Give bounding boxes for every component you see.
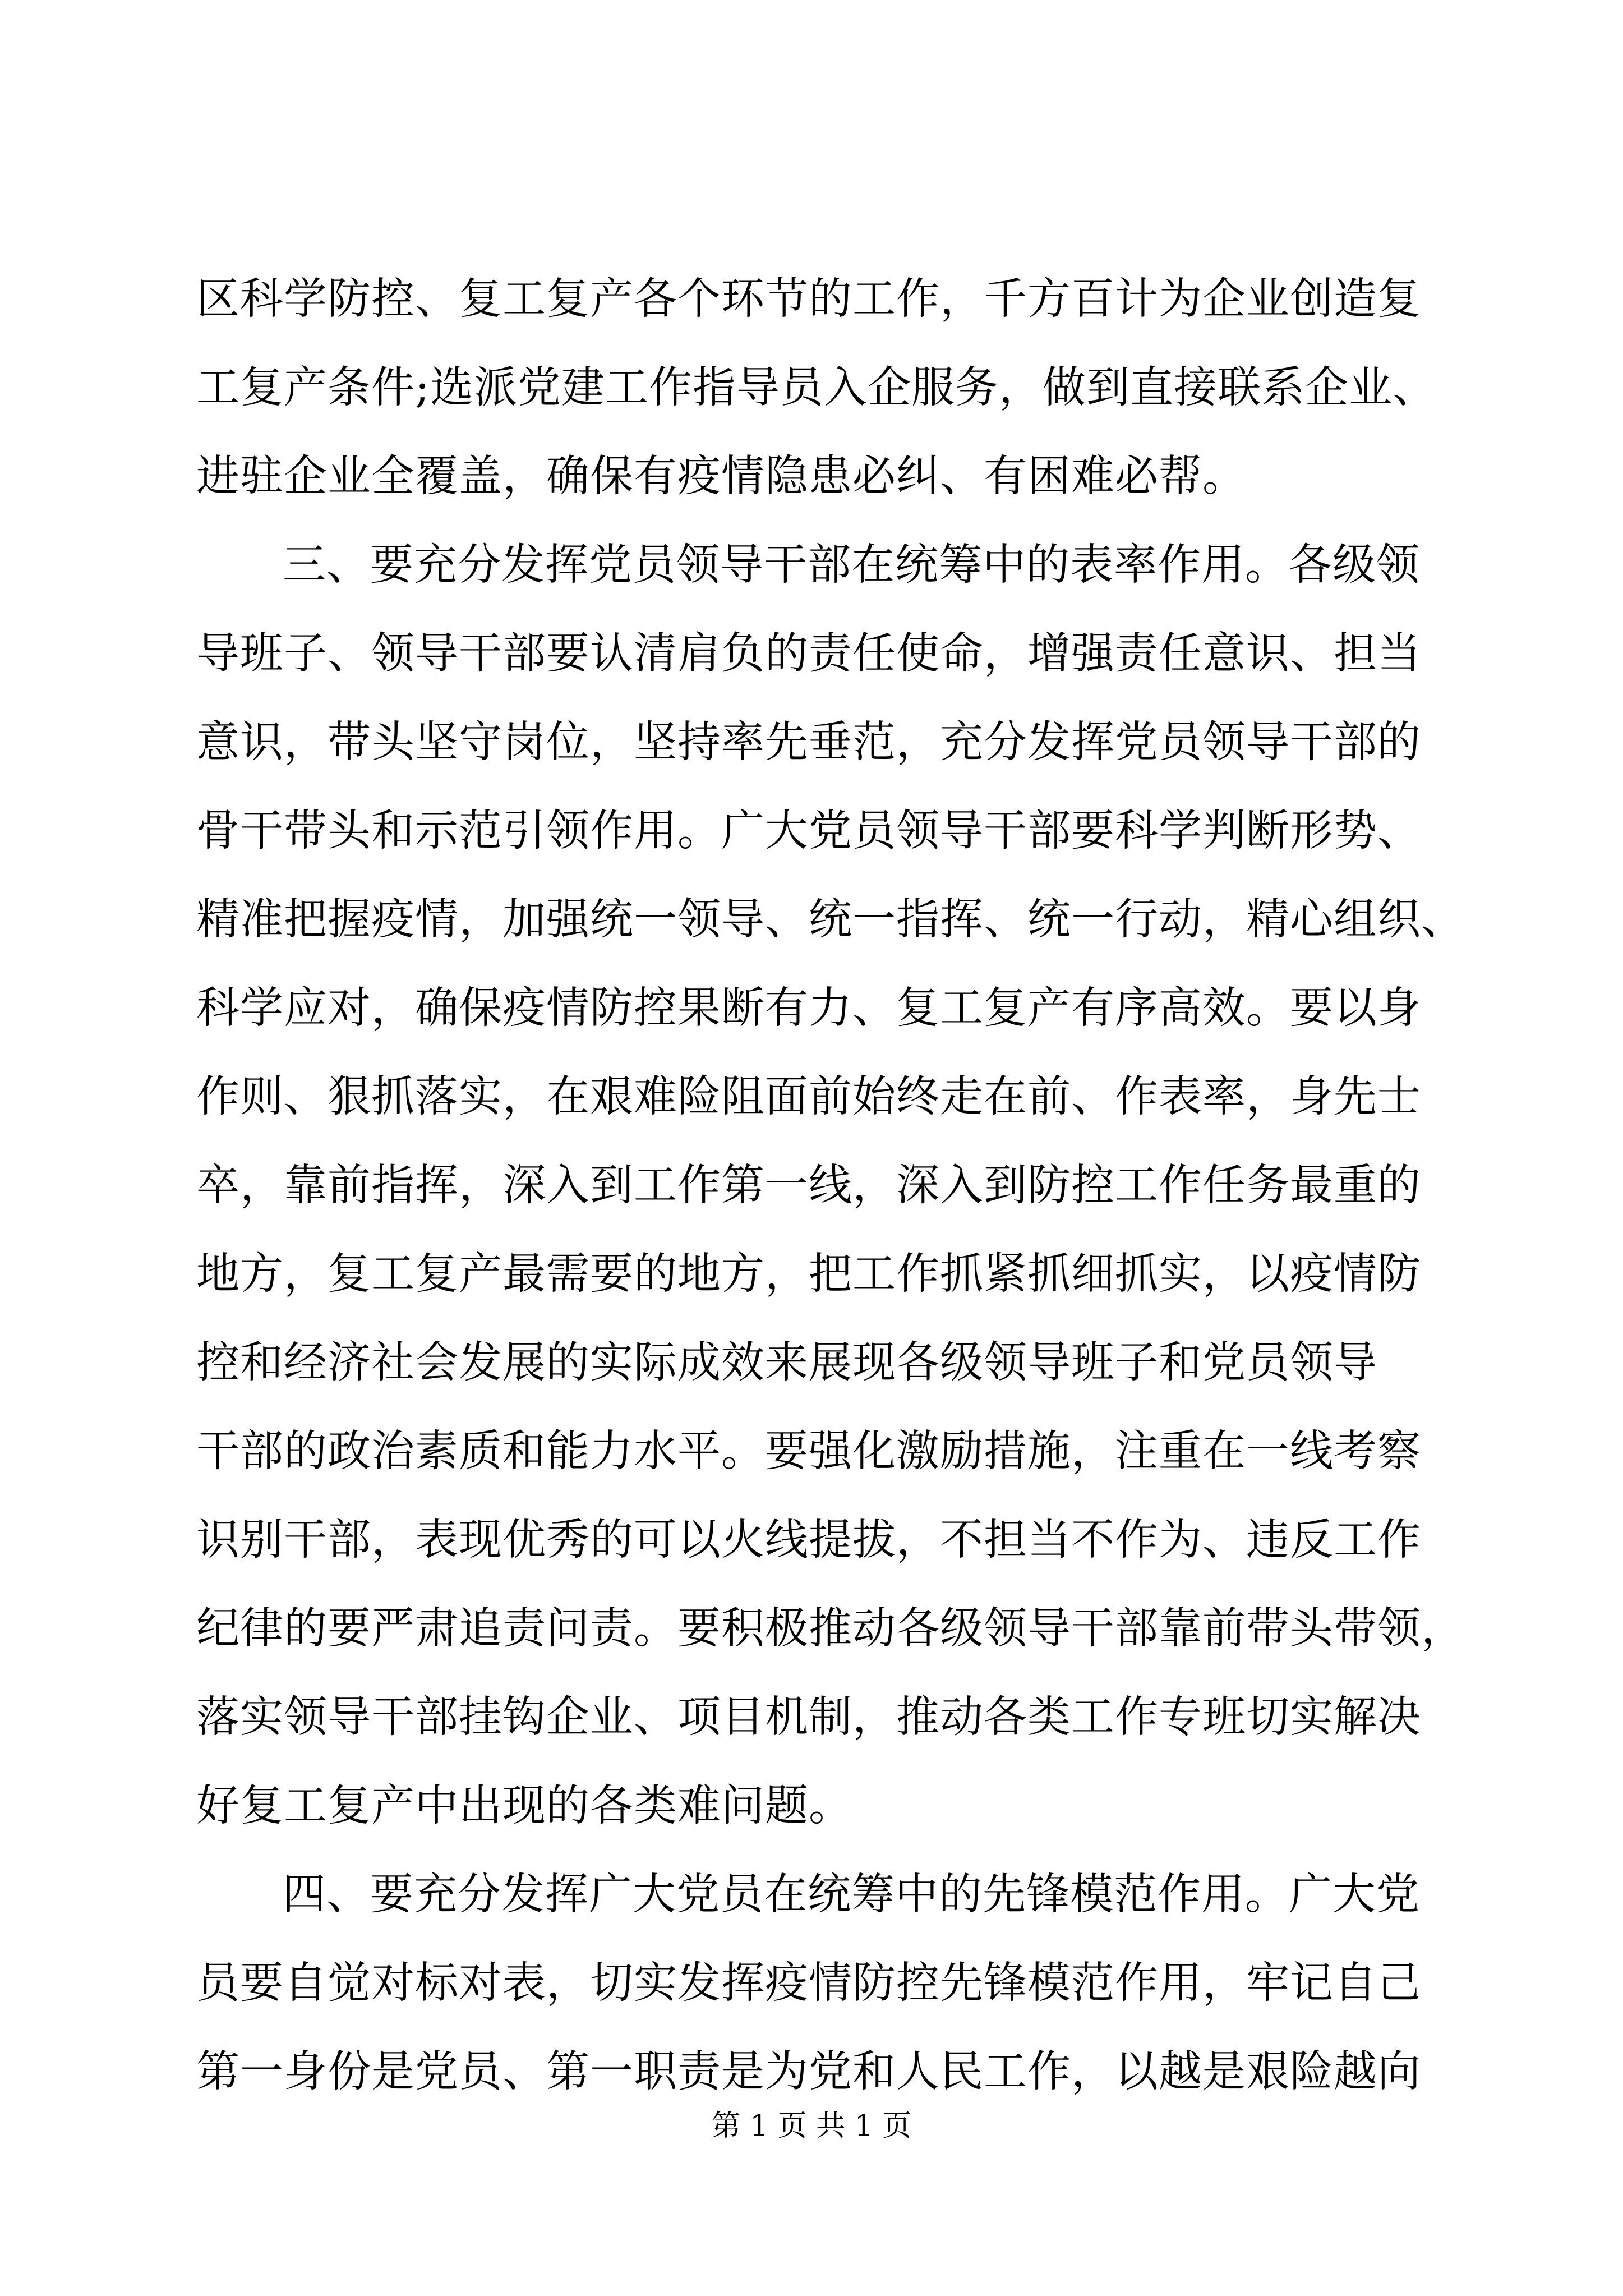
text-line: 好复工复产中出现的各类难问题。 bbox=[196, 1781, 852, 1831]
text-line: 区科学防控、复工复产各个环节的工作，千方百计为企业创造复 bbox=[196, 274, 1421, 324]
text-line: 第一身份是党员、第一职责是为党和人民工作，以越是艰险越向 bbox=[196, 2047, 1421, 2097]
text-line: 科学应对，确保疫情防控果断有力、复工复产有序高效。要以身 bbox=[196, 983, 1421, 1033]
text-line: 意识，带头坚守岗位，坚持率先垂范，充分发挥党员领导干部的 bbox=[196, 717, 1421, 767]
text-line: 地方，复工复产最需要的地方，把工作抓紧抓细抓实，以疫情防 bbox=[196, 1249, 1421, 1299]
text-line: 精准把握疫情，加强统一领导、统一指挥、统一行动，精心组织、 bbox=[196, 895, 1465, 945]
text-line: 工复产条件;选派党建工作指导员入企服务，做到直接联系企业、 bbox=[196, 363, 1436, 413]
text-line: 卒，靠前指挥，深入到工作第一线，深入到防控工作任务最重的 bbox=[196, 1161, 1421, 1211]
text-line: 导班子、领导干部要认清肩负的责任使命，增强责任意识、担当 bbox=[196, 629, 1421, 679]
text-line: 控和经济社会发展的实际成效来展现各级领导班子和党员领导 bbox=[196, 1338, 1377, 1388]
text-line: 员要自觉对标对表，切实发挥疫情防控先锋模范作用，牢记自己 bbox=[196, 1958, 1421, 2008]
page-footer: 第 1 页 共 1 页 bbox=[711, 2109, 912, 2143]
text-line: 干部的政治素质和能力水平。要强化激励措施，注重在一线考察 bbox=[196, 1427, 1421, 1476]
text-line: 落实领导干部挂钩企业、项目机制，推动各类工作专班切实解决 bbox=[196, 1692, 1421, 1742]
text-line: 作则、狠抓落实，在艰难险阻面前始终走在前、作表率，身先士 bbox=[196, 1072, 1421, 1122]
text-line: 进驻企业全覆盖，确保有疫情隐患必纠、有困难必帮。 bbox=[196, 452, 1246, 501]
text-line: 识别干部，表现优秀的可以火线提拔，不担当不作为、违反工作 bbox=[196, 1515, 1421, 1565]
text-line: 骨干带头和示范引领作用。广大党员领导干部要科学判断形势、 bbox=[196, 806, 1421, 856]
paragraph-three-first-line: 三、要充分发挥党员领导干部在统筹中的表率作用。各级领 bbox=[283, 540, 1420, 590]
text-line: 纪律的要严肃追责问责。要积极推动各级领导干部靠前带头带领， bbox=[196, 1604, 1465, 1654]
document-body bbox=[196, 255, 1465, 2116]
paragraph-four-first-line: 四、要充分发挥广大党员在统筹中的先锋模范作用。广大党 bbox=[283, 1870, 1420, 1920]
